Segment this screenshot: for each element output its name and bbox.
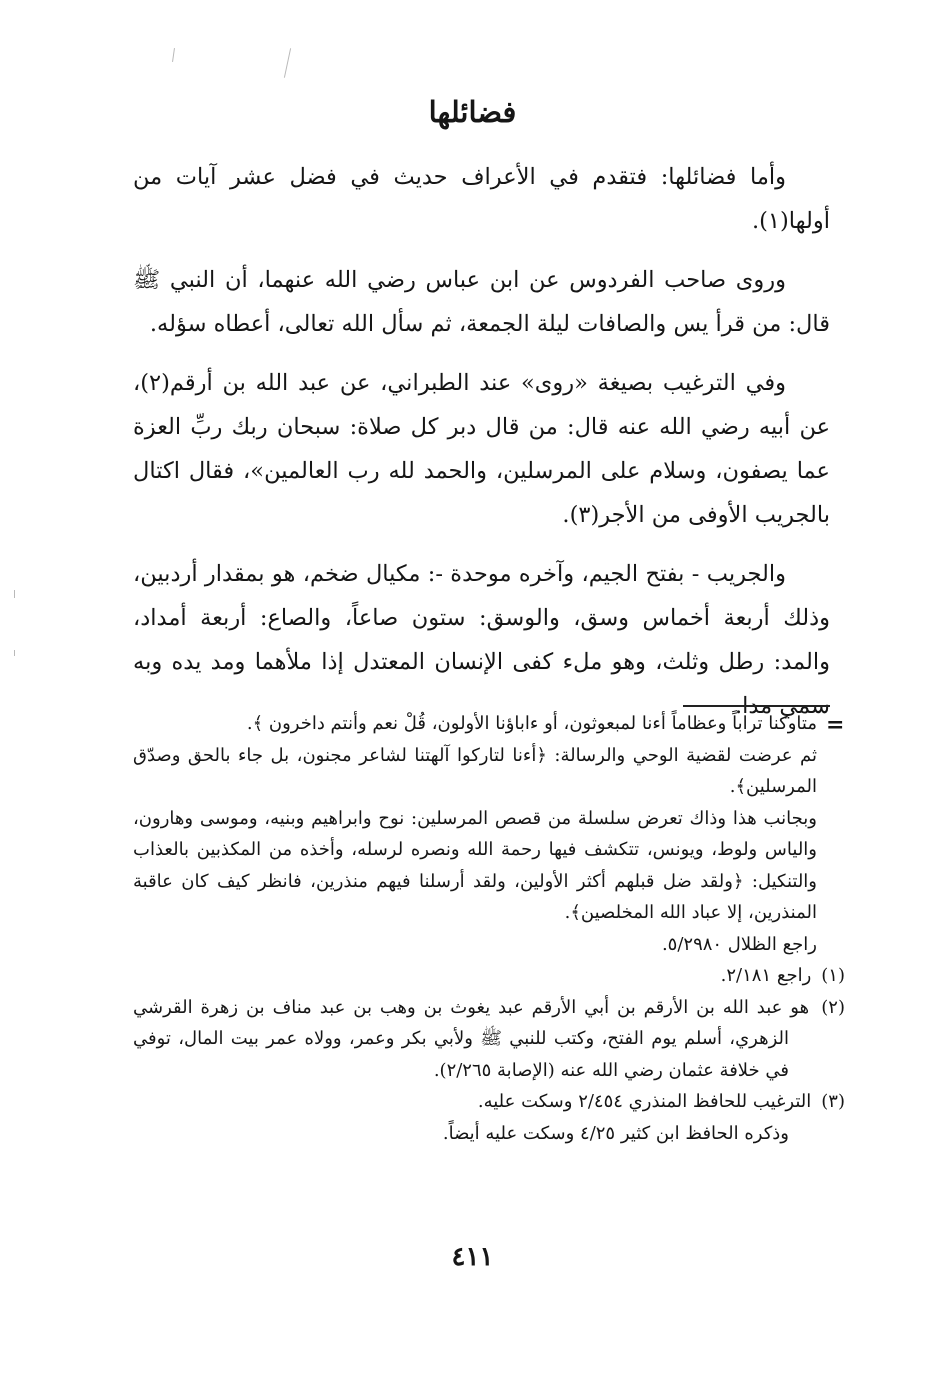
footnote-1: (١) راجع ٢/١٨١. xyxy=(720,965,845,986)
body-paragraph: وروى صاحب الفردوس عن ابن عباس رضي الله عنهما، أن النبي ﷺ قال: من قرأ يس والصافات ليلة الجمعة، ثم سأل الله تعالى، أعطاه سؤله. xyxy=(133,267,830,337)
footnotes-section xyxy=(133,708,845,1149)
footnote-continuation-mark: = xyxy=(826,712,845,738)
footnote-trailing-line: وذكره الحافظ ابن كثير ٤/٢٥ وسكت عليه أيضاً. xyxy=(442,1122,789,1144)
footnote-continuation-line: وبجانب هذا وذاك تعرض سلسلة من قصص المرسلين: نوح وابراهيم وبنيه، وموسى وهارون، والياس ولوط، ويونس، تتكشف فيها رحمة الله ونصره لرسله، وأخذه من المكذبين بالعذاب والتنكيل: ﴿ولقد ضل قبلهم أكثر الأولين، ولقد أرسلنا فيهم منذرين، فانظر كيف كان عاقبة المنذرين، إلا عباد الله المخلصين﴾. xyxy=(133,807,817,923)
scan-artifact-mark xyxy=(172,48,175,62)
main-text xyxy=(133,155,830,728)
footnote-text: راجع ٢/١٨١. xyxy=(720,965,812,986)
body-paragraph: وأما فضائلها: فتقدم في الأعراف حديث في فضل عشر آيات من أولها(١). xyxy=(133,164,830,234)
footnote-2: (٢) هو عبد الله بن الأرقم بن أبي الأرقم عبد يغوث بن وهب بن عبد مناف بن زهرة القرشي الزهري، أسلم يوم الفتح، وكتب للنبي ﷺ ولأبي بكر وعمر، وولاه عمر بيت المال، توفي في خلافة عثمان رضي الله عنه (الإصابة ٢/٢٦٥). xyxy=(133,996,845,1081)
footnote-text: الترغيب للحافظ المنذري ٢/٤٥٤ وسكت عليه. xyxy=(477,1091,812,1112)
body-paragraph: والجريب - بفتح الجيم، وآخره موحدة -: مكيال ضخم، هو بمقدار أردبين، وذلك أربعة أخماس وسق، والوسق: ستون صاعاً، والصاع: أربعة أمداد، والمد: رطل وثلث، وهو ملء كفى الإنسان المعتدل إذا ملأهما ومد يده وبه سمي مدا. xyxy=(133,561,830,719)
scan-artifact-mark xyxy=(14,650,15,656)
footnote-text: هو عبد الله بن الأرقم بن أبي الأرقم عبد يغوث بن وهب بن عبد مناف بن زهرة القرشي الزهري، أسلم يوم الفتح، وكتب للنبي ﷺ ولأبي بكر وعمر، وولاه عمر بيت المال، توفي في خلافة عثمان رضي الله عنه (الإصابة ٢/٢٦٥). xyxy=(133,996,810,1081)
body-paragraph: وفي الترغيب بصيغة «روى» عند الطبراني، عن عبد الله بن أرقم(٢)، عن أبيه رضي الله عنه قال: من قال دبر كل صلاة: سبحان ربك ربِّ العزة عما يصفون، وسلام على المرسلين، والحمد لله رب العالمين»، فقال اكتال بالجريب الأوفى من الأجر(٣). xyxy=(133,370,830,528)
scan-artifact-mark xyxy=(14,590,15,598)
footnote-continuation-line: راجع الظلال ٥/٢٩٨٠. xyxy=(661,933,817,955)
footnote-continuation-line: ثم عرضت لقضية الوحي والرسالة: ﴿أءنا لتاركوا آلهتنا لشاعر مجنون، بل جاء بالحق وصدّق المرسلين﴾. xyxy=(133,744,817,797)
scan-artifact-mark xyxy=(284,48,291,78)
footnote-3: (٣) الترغيب للحافظ المنذري ٢/٤٥٤ وسكت عليه. xyxy=(477,1091,845,1112)
footnote-continuation-line: متاوكنا تراباً وعظاماً أءنا لمبعوثون، أو ءاباؤنا الأولون، قُلْ نعم وأنتم داخرون ﴾. xyxy=(246,713,817,734)
page-title: فضائلها xyxy=(428,95,517,129)
page-number: ٤١١ xyxy=(451,1242,494,1272)
footnote-separator xyxy=(683,705,830,707)
